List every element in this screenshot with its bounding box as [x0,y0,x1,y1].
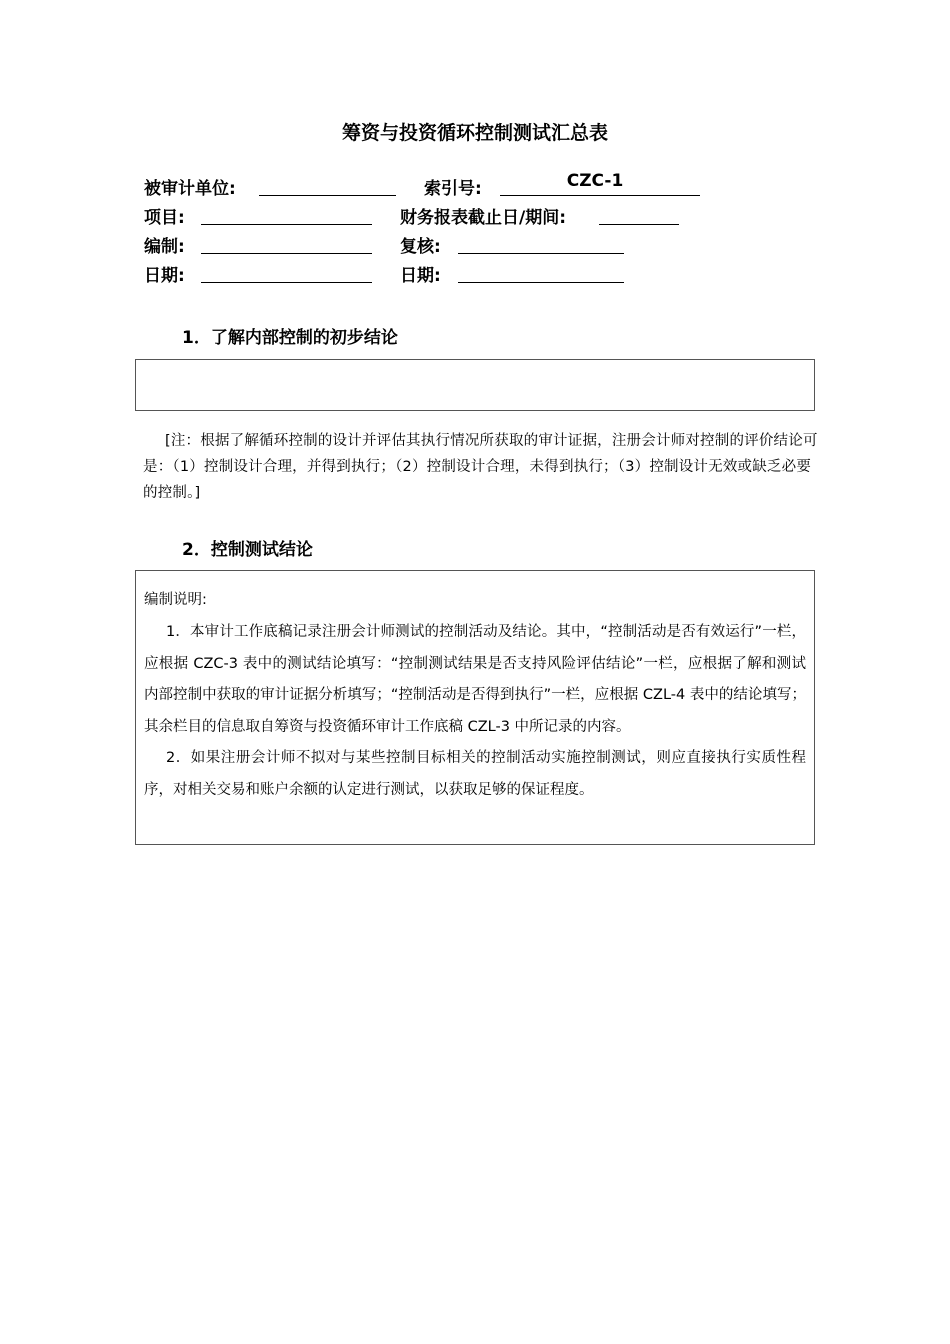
prepared-field[interactable] [201,231,372,254]
review-field[interactable] [458,231,624,254]
section2-heading: 2．控制测试结论 [182,540,313,560]
prepared-label: 编制: [144,237,185,257]
date-field-left[interactable] [201,260,372,283]
auditee-field[interactable] [259,173,396,196]
conclusion-box[interactable] [135,359,815,411]
auditee-label: 被审计单位: [144,179,236,199]
index-field[interactable] [500,173,700,196]
instructions-para-2: 2．如果注册会计师不拟对与某些控制目标相关的控制活动实施控制测试，则应直接执行实质性程序，对相关交易和账户余额的认定进行测试，以获取足够的保证程度。 [144,750,806,798]
instructions-para-1: 1．本审计工作底稿记录注册会计师测试的控制活动及结论。其中，“控制活动是否有效运行”一栏，应根据 CZC-3 表中的测试结论填写：“控制测试结果是否支持风险评估结论”一栏，应根据了解和测试内部控制中获取的审计证据分析填写；“控制活动是否得到执行”一栏，应根据 CZL-4 表中的结论填写；其余栏目的信息取自筹资与投资循环审计工作底稿 CZL-3 中所记录的内容。 [144,624,806,735]
section1-heading: 1．了解内部控制的初步结论 [182,328,398,348]
section1-note: [注：根据了解循环控制的设计并评估其执行情况所获取的审计证据，注册会计师对控制的评价结论可是：（1）控制设计合理，并得到执行；（2）控制设计合理，未得到执行；（3）控制设计无效或缺乏必要的控制。] [143,433,818,501]
project-label: 项目: [144,208,185,228]
review-label: 复核: [400,237,441,257]
date-label-left: 日期: [144,266,185,286]
index-value: CZC-1 [566,171,624,191]
index-label: 索引号: [424,179,482,199]
period-label: 财务报表截止日/期间: [400,208,567,228]
date-label-right: 日期: [400,266,441,286]
period-field[interactable] [599,202,679,225]
instructions-box [135,570,815,845]
date-field-right[interactable] [458,260,624,283]
project-field[interactable] [201,202,372,225]
instructions-intro: 编制说明: [144,592,207,608]
page-title: 筹资与投资循环控制测试汇总表 [341,122,608,144]
